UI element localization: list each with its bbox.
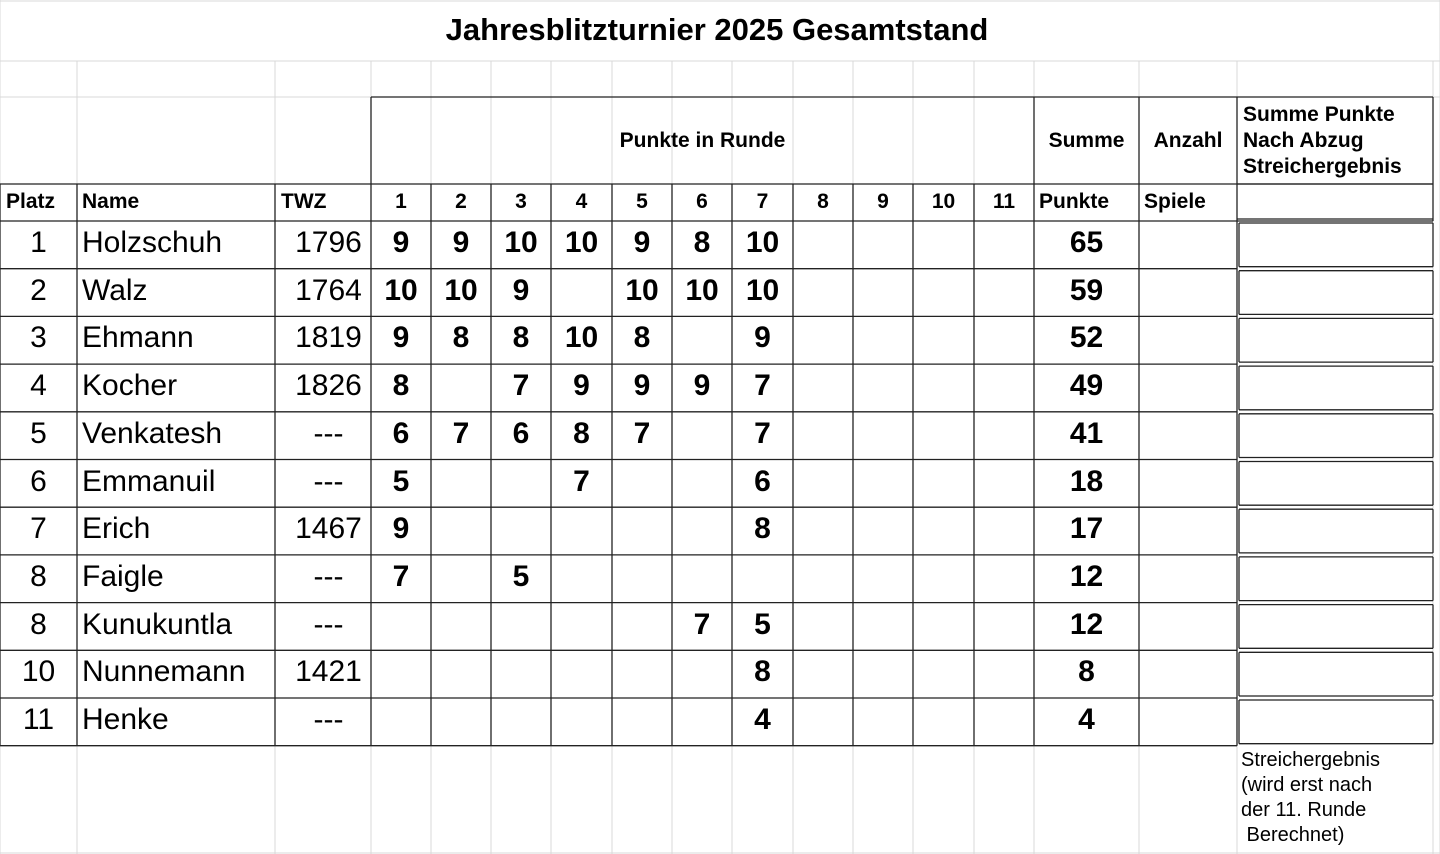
header-round-6: 6	[696, 190, 708, 213]
footnote-line-4: Berechnet)	[1241, 824, 1345, 846]
summe-cell: 17	[1069, 512, 1104, 546]
round-score-cell: 10	[384, 273, 418, 307]
round-score-cell: 4	[754, 703, 771, 736]
round-score-cell: 8	[693, 226, 711, 259]
round-score-cell: 10	[685, 273, 719, 307]
round-score-cell: 9	[633, 369, 651, 403]
name-cell: Kocher	[82, 369, 178, 403]
round-score-cell: 5	[754, 607, 771, 641]
summe-cell: 12	[1069, 559, 1104, 593]
platz-cell: 8	[30, 607, 47, 641]
name-cell: Emmanuil	[82, 464, 216, 498]
summe-cell: 12	[1069, 607, 1104, 641]
summe-cell: 65	[1069, 226, 1104, 259]
header-platz: Platz	[6, 190, 56, 213]
platz-cell: 8	[30, 559, 47, 593]
round-score-cell: 9	[633, 226, 651, 259]
platz-cell: 6	[30, 464, 47, 498]
round-score-cell: 6	[512, 416, 530, 450]
twz-cell: ---	[313, 416, 344, 450]
round-score-cell: 7	[512, 369, 530, 403]
round-score-cell: 5	[512, 559, 530, 593]
header-summe-punkte: Summe Punkte	[1243, 103, 1395, 126]
name-cell: Faigle	[82, 559, 164, 593]
twz-cell: ---	[313, 607, 344, 641]
round-score-cell: 10	[564, 226, 599, 259]
twz-cell: 1826	[295, 369, 362, 403]
round-score-cell: 9	[754, 321, 771, 355]
twz-cell: 1796	[295, 226, 362, 259]
footnote-line-3: der 11. Runde	[1241, 799, 1367, 821]
footnote-line-1: Streichergebnis	[1241, 749, 1380, 771]
header-round-5: 5	[636, 190, 648, 213]
header-name: Name	[82, 190, 140, 213]
header-punkte: Punkte	[1039, 190, 1110, 213]
round-score-cell: 9	[392, 321, 410, 355]
header-punkte-in-runde: Punkte in Runde	[619, 129, 786, 152]
header-spiele: Spiele	[1144, 190, 1206, 213]
header-round-9: 9	[877, 190, 889, 213]
platz-cell: 4	[30, 369, 47, 403]
round-score-cell: 8	[392, 369, 410, 403]
round-score-cell: 10	[745, 226, 780, 259]
header-summe: Summe	[1048, 129, 1125, 152]
summe-cell: 4	[1078, 703, 1095, 736]
round-score-cell: 10	[444, 273, 478, 307]
round-score-cell: 7	[573, 464, 590, 498]
header-twz: TWZ	[281, 190, 327, 213]
summe-cell: 18	[1069, 464, 1104, 498]
round-score-cell: 5	[392, 464, 410, 498]
round-score-cell: 6	[392, 416, 410, 450]
page-title: Jahresblitzturnier 2025 Gesamtstand	[445, 12, 989, 47]
footnote-line-2: (wird erst nach	[1241, 774, 1373, 796]
round-score-cell: 7	[754, 369, 771, 403]
twz-cell: 1421	[295, 655, 362, 689]
name-cell: Kunukuntla	[82, 607, 233, 641]
twz-cell: 1764	[295, 273, 362, 307]
round-score-cell: 9	[693, 369, 711, 403]
name-cell: Holzschuh	[82, 226, 223, 259]
header-streichergebnis: Streichergebnis	[1243, 155, 1402, 178]
round-score-cell: 8	[452, 321, 470, 355]
name-cell: Erich	[82, 512, 151, 546]
name-cell: Nunnemann	[82, 655, 246, 689]
name-cell: Walz	[82, 273, 148, 307]
summe-cell: 41	[1069, 416, 1104, 450]
platz-cell: 2	[30, 273, 47, 307]
round-score-cell: 8	[573, 416, 590, 450]
name-cell: Venkatesh	[82, 416, 223, 450]
header-round-1: 1	[395, 190, 407, 213]
round-score-cell: 9	[392, 512, 410, 546]
twz-cell: 1467	[295, 512, 362, 546]
header-round-4: 4	[575, 190, 588, 213]
summe-cell: 59	[1069, 273, 1104, 307]
summe-cell: 52	[1069, 321, 1104, 355]
round-score-cell: 10	[625, 273, 659, 307]
header-anzahl: Anzahl	[1153, 129, 1223, 152]
summe-cell: 49	[1069, 369, 1104, 403]
round-score-cell: 7	[633, 416, 651, 450]
round-score-cell: 8	[633, 321, 651, 355]
round-score-cell: 9	[452, 226, 470, 259]
header-round-10: 10	[931, 190, 956, 213]
round-score-cell: 8	[754, 655, 771, 689]
header-round-2: 2	[455, 190, 467, 213]
round-score-cell: 7	[754, 416, 771, 450]
round-score-cell: 7	[392, 559, 410, 593]
header-nach-abzug: Nach Abzug	[1243, 129, 1364, 152]
round-score-cell: 10	[745, 273, 780, 307]
twz-cell: ---	[313, 703, 344, 736]
twz-cell: ---	[313, 559, 344, 593]
round-score-cell: 9	[573, 369, 590, 403]
header-round-8: 8	[817, 190, 829, 213]
platz-cell: 7	[30, 512, 47, 546]
round-score-cell: 8	[754, 512, 771, 546]
platz-cell: 1	[30, 226, 47, 259]
twz-cell: ---	[313, 464, 344, 498]
name-cell: Henke	[82, 703, 169, 736]
platz-cell: 11	[22, 703, 55, 736]
round-score-cell: 7	[693, 607, 711, 641]
name-cell: Ehmann	[82, 321, 194, 355]
round-score-cell: 10	[504, 226, 538, 259]
header-round-3: 3	[515, 190, 527, 213]
header-round-11: 11	[992, 190, 1016, 213]
platz-cell: 3	[30, 321, 47, 355]
round-score-cell: 8	[512, 321, 530, 355]
header-round-7: 7	[756, 190, 769, 213]
summe-cell: 8	[1078, 655, 1095, 689]
round-score-cell: 10	[564, 321, 599, 355]
round-score-cell: 7	[452, 416, 470, 450]
round-score-cell: 9	[392, 226, 410, 259]
twz-cell: 1819	[295, 321, 362, 355]
round-score-cell: 9	[512, 273, 530, 307]
round-score-cell: 6	[754, 464, 771, 498]
platz-cell: 10	[21, 655, 56, 689]
platz-cell: 5	[30, 416, 47, 450]
